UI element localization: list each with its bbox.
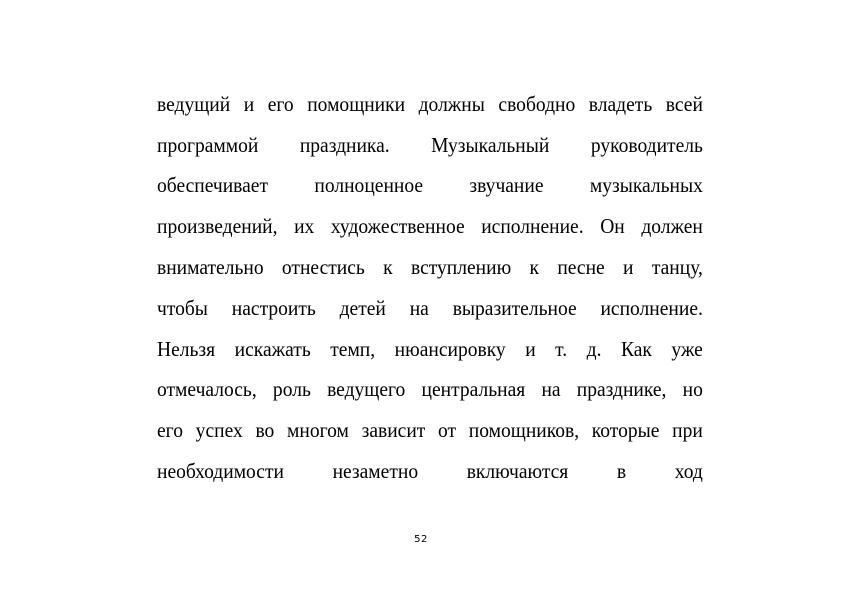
word: песне [557,255,605,280]
word: Как [620,336,652,361]
word: внимательно [157,255,264,280]
word: роль [272,377,311,402]
word: владеть [588,91,653,116]
word: Музыкальный [431,132,550,157]
word: его [267,91,294,116]
text-line-5 [157,247,703,288]
word: искажать [234,336,311,361]
word: нюансировку [394,336,506,361]
word: выразительное [452,295,577,320]
word: руководитель [590,132,703,157]
word: обеспечивает [157,173,269,198]
word: многом [287,418,349,443]
word: т. [555,336,568,361]
word: художественное [330,214,465,239]
word: отмечалось, [157,377,257,402]
word: помощники [307,91,406,116]
word: Он [600,214,625,239]
word: должны [418,91,485,116]
word: от [438,418,457,443]
word: отнестись [281,255,365,280]
word: исполнение. [481,214,584,239]
word: но [682,377,703,402]
text-line-7 [157,329,703,370]
word: танцу, [651,255,703,280]
text-line-6 [157,288,703,329]
word: при [672,418,703,443]
word: на [409,295,429,320]
word: их [294,214,315,239]
word: к [529,255,539,280]
text-line-9 [157,410,703,451]
word: ведущий [157,91,231,116]
word: должен [641,214,703,239]
word: свободно [498,91,576,116]
word: всей [665,91,703,116]
word: чтобы [157,295,208,320]
word: праздника. [299,132,390,157]
word: центральная [421,377,526,402]
word: необходимости [157,459,284,484]
word: настроить [231,295,316,320]
word: к [383,255,393,280]
word: уже [671,336,703,361]
word: зависит [361,418,426,443]
text-line-2 [157,125,703,166]
text-line-8 [157,370,703,411]
text-line-4 [157,206,703,247]
word: произведений, [157,214,278,239]
word: помощников, [468,418,580,443]
word: и [525,336,536,361]
word: звучание [469,173,544,198]
page-number: 52 [414,534,428,545]
word: музыкальных [589,173,703,198]
word: во [255,418,275,443]
word: исполнение. [600,295,703,320]
word: включаются [466,459,569,484]
word: ведущего [327,377,406,402]
word: и [623,255,634,280]
text-line-10 [157,451,703,492]
word: в [616,459,627,484]
word: и [243,91,255,116]
word: темп, [330,336,376,361]
word: полноценное [314,173,424,198]
word: на [541,377,561,402]
word: вступлению [410,255,512,280]
word: празднике, [576,377,667,402]
text-line-3 [157,166,703,207]
body-text [157,84,703,492]
word: детей [339,295,386,320]
word: программой [157,132,259,157]
word: которые [591,418,660,443]
word: незаметно [332,459,419,484]
word: ход [674,459,703,484]
word: его [157,418,183,443]
text-line-1 [157,84,703,125]
word: д. [586,336,602,361]
word: успех [195,418,243,443]
word: Нельзя [157,336,216,361]
